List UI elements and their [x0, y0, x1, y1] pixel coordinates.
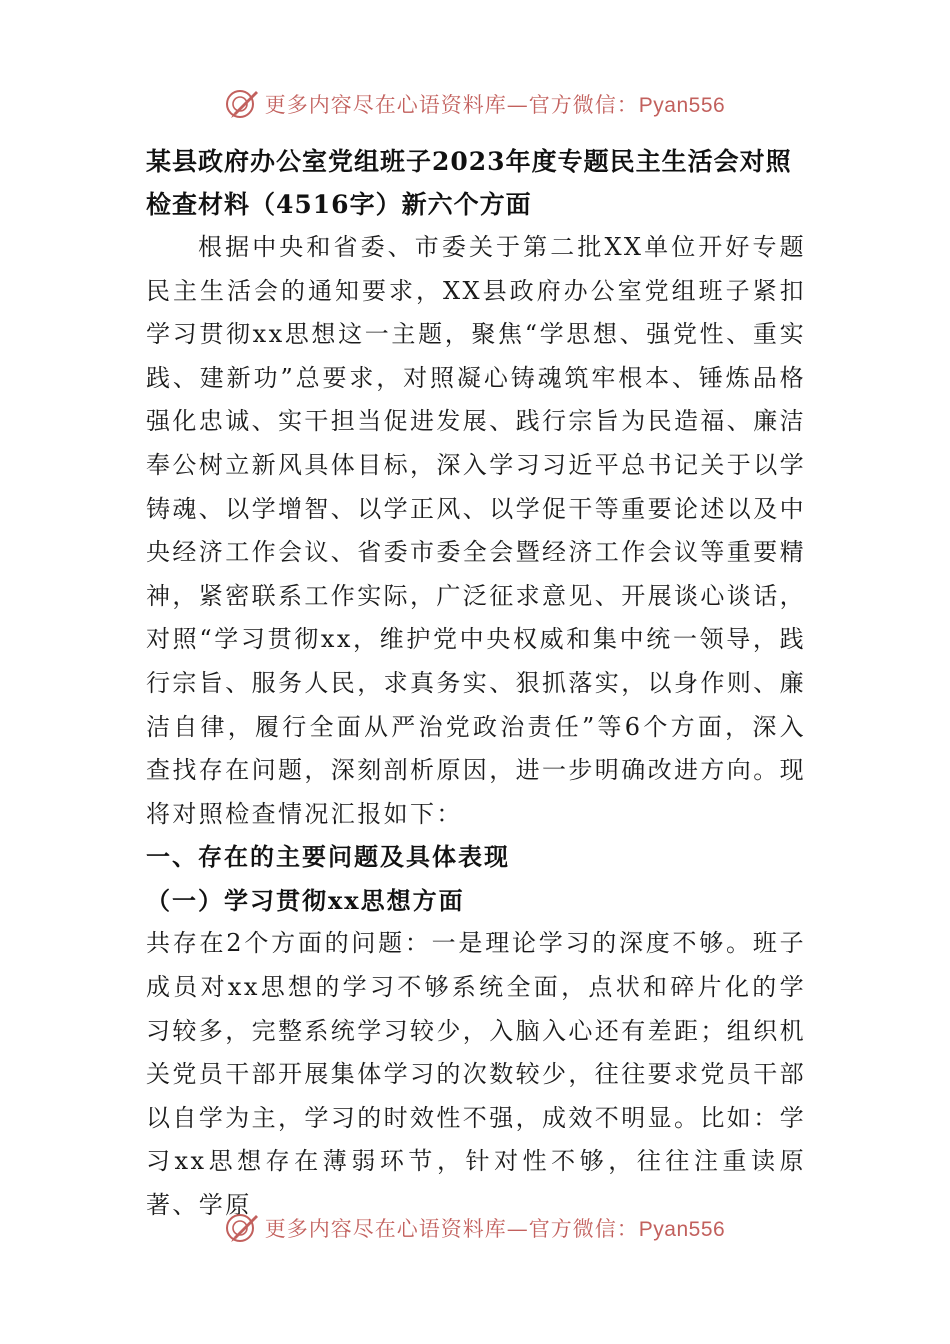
bottom-watermark-banner [0, 1206, 950, 1250]
section-heading: 一、存在的主要问题及具体表现 [146, 842, 510, 872]
pen-logo-icon [225, 1211, 259, 1245]
intro-paragraph: 根据中央和省委、市委关于第二批XX单位开好专题民主生活会的通知要求，XX县政府办公室党组班子紧扣学习贯彻xx思想这一主题，聚焦“学思想、强党性、重实践、建新功”总要求，对照凝心铸魂筑牢根本、锤炼品格强化忠诚、实干担当促进发展、践行宗旨为民造福、廉洁奉公树立新风具体目标，深入学习习近平总书记关于以学铸魂、以学增智、以学正风、以学促干等重要论述以及中央经济工作会议、省委市委全会暨经济工作会议等重要精神，紧密联系工作实际，广泛征求意见、开展谈心谈话，对照“学习贯彻xx，维护党中央权威和集中统一领导，践行宗旨、服务人民，求真务实、狠抓落实，以身作则、廉洁自律，履行全面从严治党政治责任”等6个方面，深入查找存在问题，深刻剖析原因，进一步明确改进方向。现将对照检查情况汇报如下： [146, 233, 806, 828]
watermark-text: 更多内容尽在心语资料库—官方微信：Pyan556 [264, 93, 726, 117]
document-body [146, 140, 806, 1227]
top-watermark-banner [0, 82, 950, 126]
document-title: 某县政府办公室党组班子2023年度专题民主生活会对照检查材料（4516字）新六个方面 [146, 147, 792, 219]
watermark-text: 更多内容尽在心语资料库—官方微信：Pyan556 [264, 1217, 726, 1241]
pen-logo-icon [225, 87, 259, 121]
subsection-paragraph: 共存在2个方面的问题：一是理论学习的深度不够。班子成员对xx思想的学习不够系统全面，点状和碎片化的学习较多，完整系统学习较少，入脑入心还有差距；组织机关党员干部开展集体学习的次数较少，往往要求党员干部以自学为主，学习的时效性不强，成效不明显。比如：学习xx思想存在薄弱环节，针对性不够，往往注重读原著、学原 [146, 929, 806, 1219]
subsection-heading: （一）学习贯彻xx思想方面 [146, 886, 465, 916]
